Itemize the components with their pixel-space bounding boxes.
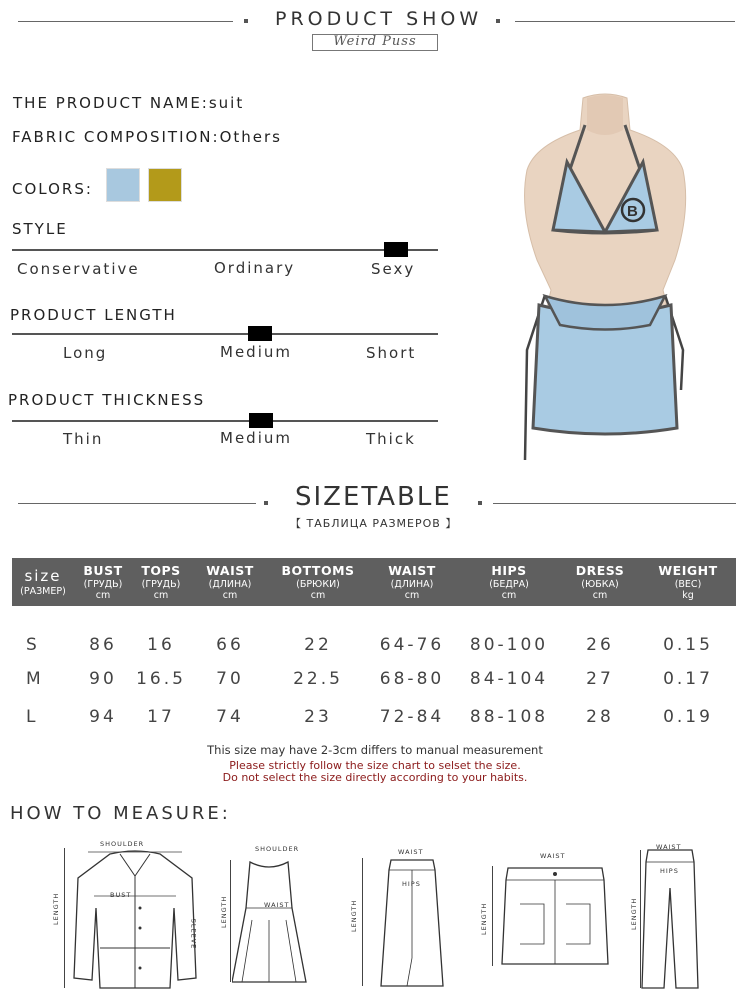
dress-shoulder-label: SHOULDER (255, 845, 300, 853)
jacket-bust-label: BUST (110, 891, 132, 899)
thickness-scale-marker (249, 413, 273, 428)
color-swatch-blue[interactable] (106, 168, 140, 202)
thickness-option-thin: Thin (63, 430, 104, 448)
thickness-label: PRODUCT THICKNESS (8, 391, 206, 409)
thickness-scale-track (12, 420, 438, 422)
style-option-sexy: Sexy (371, 260, 416, 278)
row-size: M (26, 669, 44, 689)
col-dress: DRESS (ЮБКА) cm (560, 558, 640, 606)
table-cell: 22 (304, 635, 332, 655)
table-cell: 0.17 (663, 669, 713, 689)
pants-hips-label: HIPS (660, 867, 679, 875)
skirt-length-label: LENGTH (350, 899, 358, 932)
length-scale-track (12, 333, 438, 335)
table-cell: 74 (216, 707, 244, 727)
sizetable-rule-right (493, 503, 736, 504)
table-cell: 28 (586, 707, 614, 727)
jacket-shoulder-label: SHOULDER (100, 840, 145, 848)
table-cell: 22.5 (293, 669, 343, 689)
size-table-header (12, 558, 736, 606)
table-cell: 88-108 (469, 707, 549, 727)
table-cell: 80-100 (469, 635, 549, 655)
table-cell: 17 (147, 707, 175, 727)
product-photo (505, 90, 705, 470)
length-option-medium: Medium (220, 343, 292, 361)
table-cell: 90 (89, 669, 117, 689)
pants-length-line (640, 850, 641, 988)
col-bottoms: BOTTOMS (БРЮКИ) cm (270, 558, 366, 606)
col-weight: WEIGHT (ВЕС) kg (640, 558, 736, 606)
jacket-length-label: LENGTH (52, 892, 60, 925)
table-cell: 66 (216, 635, 244, 655)
header-rule-right (515, 21, 735, 22)
row-size: S (26, 635, 40, 655)
col-waist: WAIST (ДЛИНА) cm (190, 558, 270, 606)
product-name-value: suit (208, 94, 245, 112)
skirt-waist-label: WAIST (398, 848, 424, 856)
style-scale-track (12, 249, 438, 251)
col-tops: TOPS (ГРУДЬ) cm (132, 558, 190, 606)
style-option-ordinary: Ordinary (214, 259, 296, 277)
header-dot-right (496, 19, 500, 23)
length-option-long: Long (63, 344, 108, 362)
sizetable-subtitle: 【 ТАБЛИЦА РАЗМЕРОВ 】 (290, 517, 458, 530)
table-cell: 0.15 (663, 635, 713, 655)
warning-note-1: Please strictly follow the size chart to selset the size. (229, 759, 521, 772)
row-size: L (26, 707, 39, 727)
table-cell: 68-80 (379, 669, 445, 689)
style-scale-marker (384, 242, 408, 257)
size-table (12, 558, 736, 738)
table-cell: 70 (216, 669, 244, 689)
product-name-row (13, 94, 244, 112)
color-swatch-mustard[interactable] (148, 168, 182, 202)
svg-text:B: B (627, 203, 638, 220)
col-hips: HIPS (БЕДРА) cm (458, 558, 560, 606)
thickness-option-medium: Medium (220, 429, 292, 447)
length-label: PRODUCT LENGTH (10, 306, 177, 324)
product-name-label: THE PRODUCT NAME: (13, 94, 209, 112)
shorts-diagram (500, 864, 610, 969)
col-waist-2: WAIST (ДЛИНА) cm (366, 558, 458, 606)
table-row (12, 628, 736, 662)
jacket-sleeve-label: SLEEVE (189, 918, 198, 950)
thickness-option-thick: Thick (366, 430, 416, 448)
dress-length-line (230, 860, 231, 982)
how-to-measure-title: HOW TO MEASURE: (10, 803, 231, 824)
col-size: size (РАЗМЕР) (12, 558, 74, 606)
table-cell: 16 (147, 635, 175, 655)
skirt-hips-label: HIPS (402, 880, 421, 888)
shorts-length-line (492, 866, 493, 966)
measurement-note: This size may have 2-3cm differs to manual measurement (207, 743, 543, 757)
sizetable-dot-left (264, 501, 268, 505)
style-option-conservative: Conservative (17, 260, 140, 278)
fabric-label: FABRIC COMPOSITION: (12, 128, 220, 146)
table-cell: 72-84 (379, 707, 445, 727)
jacket-diagram (70, 848, 200, 993)
skirt-diagram (377, 858, 447, 988)
sizetable-rule-left (18, 503, 256, 504)
sizetable-title: SIZETABLE (295, 482, 452, 512)
sizetable-dot-right (478, 501, 482, 505)
pants-waist-label: WAIST (656, 843, 682, 851)
dress-diagram (232, 860, 307, 985)
jacket-length-line (64, 848, 65, 988)
col-bust: BUST (ГРУДЬ) cm (74, 558, 132, 606)
table-cell: 86 (89, 635, 117, 655)
pants-length-label: LENGTH (630, 897, 638, 930)
table-cell: 23 (304, 707, 332, 727)
shorts-waist-label: WAIST (540, 852, 566, 860)
table-cell: 0.19 (663, 707, 713, 727)
colors-label: COLORS: (12, 180, 93, 198)
table-cell: 26 (586, 635, 614, 655)
skirt-length-line (362, 858, 363, 986)
table-cell: 94 (89, 707, 117, 727)
length-scale-marker (248, 326, 272, 341)
shorts-length-label: LENGTH (480, 902, 488, 935)
table-cell: 16.5 (136, 669, 186, 689)
style-label: STYLE (12, 220, 68, 238)
table-row (12, 696, 736, 738)
warning-note-2: Do not select the size directly according to your habits. (222, 771, 528, 784)
dress-waist-label: WAIST (264, 901, 290, 909)
table-cell: 27 (586, 669, 614, 689)
brand-name: Weird Puss (333, 34, 417, 49)
fabric-value: Others (219, 128, 282, 146)
header-dot-left (244, 19, 248, 23)
table-cell: 84-104 (469, 669, 549, 689)
mannequin-neck (587, 95, 623, 135)
header-rule-left (18, 21, 233, 22)
length-option-short: Short (366, 344, 417, 362)
page-title: PRODUCT SHOW (275, 8, 483, 30)
table-cell: 64-76 (379, 635, 445, 655)
dress-length-label: LENGTH (220, 895, 228, 928)
fabric-row (12, 128, 282, 146)
table-row (12, 662, 736, 696)
